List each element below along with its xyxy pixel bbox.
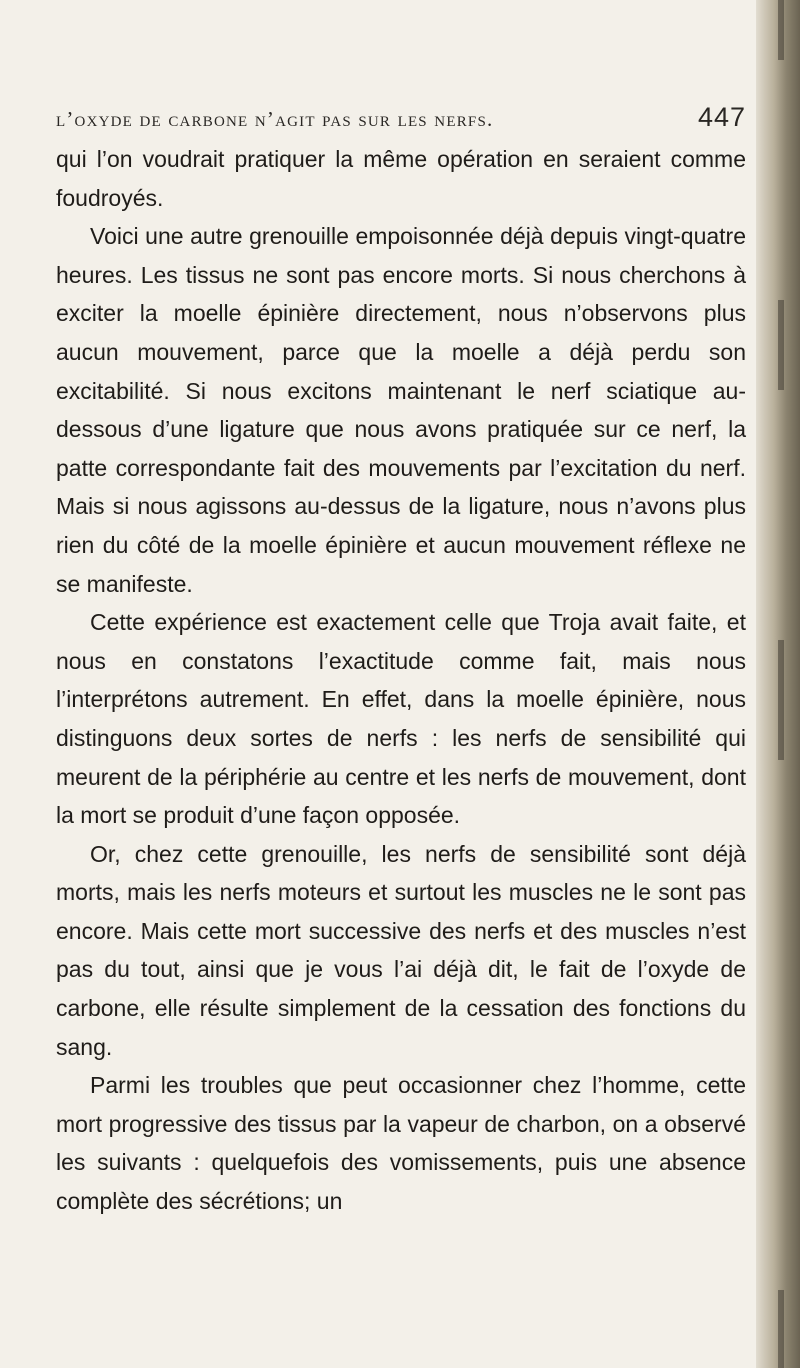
paragraph: Voici une autre grenouille empoisonnée déjà depuis vingt-quatre heures. Les tissus ne sont pas encore morts. Si nous cherchons à exciter la moelle épinière directement, nous n’observons plus aucun mouvement, parce que la moelle a déjà perdu son excitabilité. Si nous excitons maintenant le nerf sciatique au-dessous d’une ligature que nous avons pratiquée sur ce nerf, la patte correspondante fait des mouvements par l’excitation du nerf. Mais si nous agissons au-dessus de la ligature, nous n’avons plus rien du côté de la moelle épinière et aucun mouvement réflexe ne se manifeste. (56, 223, 746, 597)
body-text (56, 140, 746, 1221)
running-head: l’oxyde de carbone n’agit pas sur les nerfs. (56, 107, 494, 131)
page-number: 447 (697, 102, 746, 132)
paragraph: Or, chez cette grenouille, les nerfs de sensibilité sont déjà morts, mais les nerfs moteurs et surtout les muscles ne le sont pas encore. Mais cette mort successive des nerfs et des muscles n’est pas du tout, ainsi que je vous l’ai déjà dit, le fait de l’oxyde de carbone, elle résulte simplement de la cessation des fonctions du sang. (56, 840, 746, 1060)
binding-shadow (778, 640, 784, 760)
binding-shadow (778, 1290, 784, 1368)
binding-shadow (778, 300, 784, 390)
page-binding-edge (756, 0, 800, 1368)
page-header (56, 102, 746, 142)
paragraph: Cette expérience est exactement celle que Troja avait faite, et nous en constatons l’exactitude comme fait, mais nous l’interprétons autrement. En effet, dans la moelle épinière, nous distinguons deux sortes de nerfs : les nerfs de sensibilité qui meurent de la périphérie au centre et les nerfs de mouvement, dont la mort se produit d’une façon opposée. (56, 609, 746, 829)
paragraph: qui l’on voudrait pratiquer la même opération en seraient comme foudroyés. (56, 146, 746, 211)
binding-shadow (778, 0, 784, 60)
paragraph: Parmi les troubles que peut occasionner chez l’homme, cette mort progressive des tissus par la vapeur de charbon, on a observé les suivants : quelquefois des vomissements, puis une absence complète des sécrétions; un (56, 1072, 746, 1215)
